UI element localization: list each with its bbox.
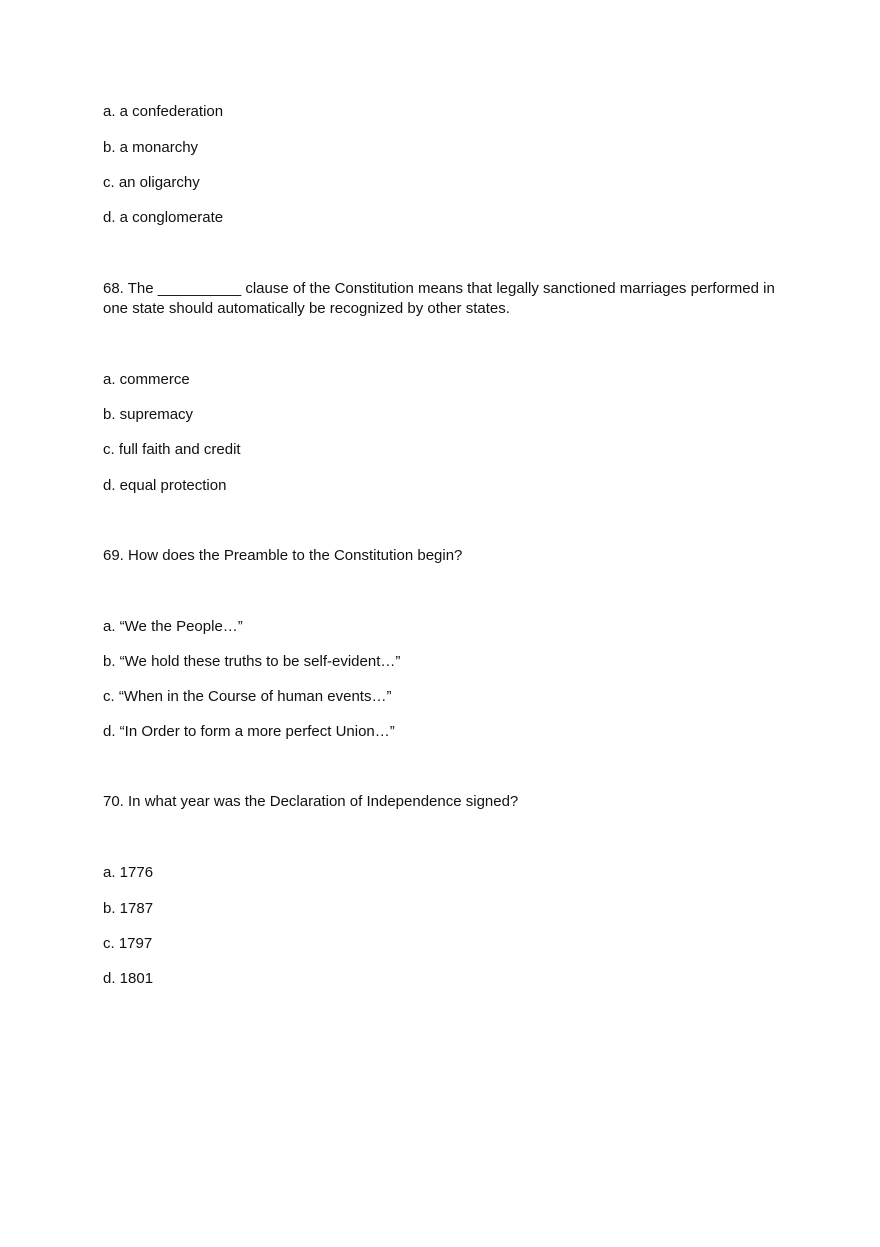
q69-option-c: c. “When in the Course of human events…” bbox=[103, 688, 392, 705]
q68-question-text: 68. The __________ clause of the Constitution means that legally sanctioned marriages performed in one state should automatically be recognized by other states. bbox=[103, 280, 775, 317]
q68-option-d: d. equal protection bbox=[103, 477, 227, 494]
q68-option-c: c. full faith and credit bbox=[103, 441, 241, 458]
q70-question-text: 70. In what year was the Declaration of Independence signed? bbox=[103, 793, 519, 810]
q70-option-a: a. 1776 bbox=[103, 864, 154, 881]
q67-option-c: c. an oligarchy bbox=[103, 174, 200, 191]
q69-option-b: b. “We hold these truths to be self-evident…” bbox=[103, 653, 401, 670]
q67-option-a: a. a confederation bbox=[103, 103, 224, 120]
q70-option-c: c. 1797 bbox=[103, 935, 153, 952]
q70-option-b: b. 1787 bbox=[103, 900, 154, 917]
q69-option-a: a. “We the People…” bbox=[103, 618, 243, 635]
q69-option-d: d. “In Order to form a more perfect Union…” bbox=[103, 723, 395, 740]
q68-option-b: b. supremacy bbox=[103, 406, 194, 423]
q70-option-d: d. 1801 bbox=[103, 970, 154, 987]
q68-option-a: a. commerce bbox=[103, 371, 190, 388]
q67-option-b: b. a monarchy bbox=[103, 139, 199, 156]
q67-option-d: d. a conglomerate bbox=[103, 209, 224, 226]
q69-question-text: 69. How does the Preamble to the Constitution begin? bbox=[103, 547, 463, 564]
